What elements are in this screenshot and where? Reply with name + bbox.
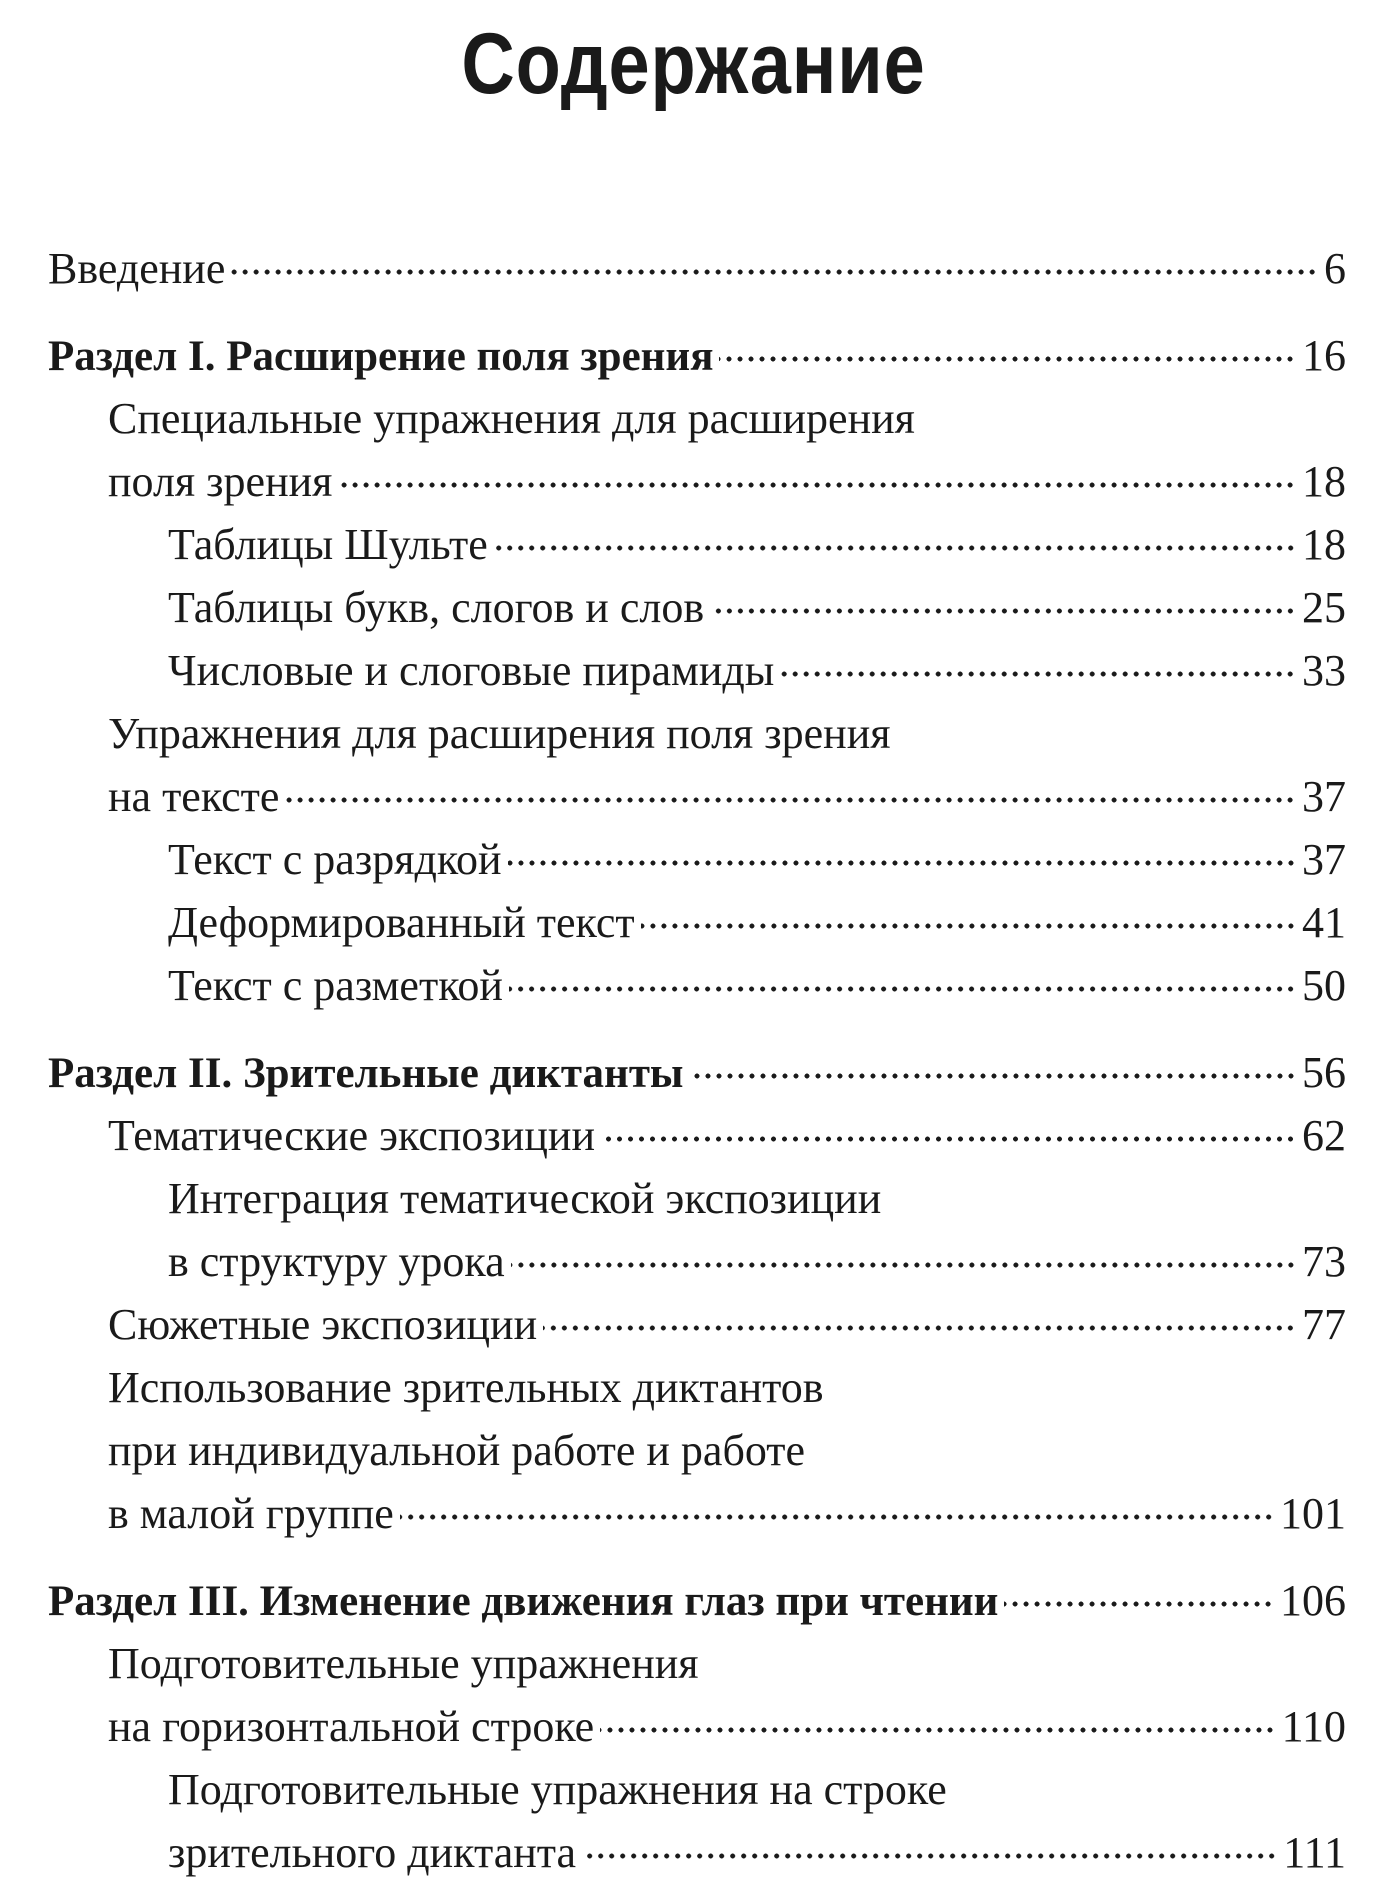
toc-entry[interactable] bbox=[48, 576, 1346, 639]
toc-entry[interactable] bbox=[48, 237, 1346, 300]
toc-page-number: 37 bbox=[1302, 835, 1346, 884]
toc-entry-title-line: Введение bbox=[48, 244, 226, 293]
toc-page-number: 18 bbox=[1302, 520, 1346, 569]
dot-leader bbox=[400, 1512, 1274, 1522]
toc-entry-title-line: поля зрения bbox=[108, 457, 333, 506]
toc-entry-title-line: на тексте bbox=[108, 772, 280, 821]
dot-leader bbox=[690, 1071, 1296, 1081]
toc-page-number: 41 bbox=[1302, 898, 1346, 947]
toc-entry[interactable] bbox=[48, 702, 1346, 828]
toc-entry[interactable] bbox=[48, 1104, 1346, 1167]
toc-entry-title-line: Деформированный текст bbox=[168, 898, 635, 947]
dot-leader bbox=[509, 984, 1296, 994]
toc-entry-title-line: в структуру урока bbox=[168, 1237, 505, 1286]
toc-entry-title-line: Текст с разрядкой bbox=[168, 835, 502, 884]
toc-entry-title-line: в малой группе bbox=[108, 1489, 394, 1538]
toc-page-number: 73 bbox=[1302, 1237, 1346, 1286]
toc-entry-title-line: Специальные упражнения для расширения bbox=[108, 394, 915, 443]
toc-entry-title-line: Таблицы букв, слогов и слов bbox=[168, 583, 705, 632]
toc-entry-title-line: Раздел I. Расширение поля зрения bbox=[48, 333, 714, 380]
toc-page-number: 16 bbox=[1302, 331, 1346, 380]
toc-entry-title-line: Тематические экспозиции bbox=[108, 1111, 595, 1160]
toc-entry[interactable] bbox=[48, 828, 1346, 891]
toc-page-number: 56 bbox=[1302, 1048, 1346, 1097]
toc-entry-title-line: Сюжетные экспозиции bbox=[108, 1300, 538, 1349]
dot-leader bbox=[231, 267, 1318, 277]
toc-entry[interactable] bbox=[48, 1356, 1346, 1545]
toc-entry-title-line: зрительного диктанта bbox=[168, 1828, 577, 1877]
toc-entry[interactable] bbox=[48, 639, 1346, 702]
toc-page-number: 62 bbox=[1302, 1111, 1346, 1160]
toc-entry-title-line: Числовые и слоговые пирамиды bbox=[168, 646, 775, 695]
table-of-contents bbox=[48, 237, 1346, 1884]
dot-leader bbox=[600, 1725, 1275, 1735]
toc-entry[interactable] bbox=[48, 513, 1346, 576]
toc-page-number: 33 bbox=[1302, 646, 1346, 695]
toc-entry-title-line: Раздел III. Изменение движения глаз при чтении bbox=[48, 1578, 999, 1625]
toc-entry-title-line: Раздел II. Зрительные диктанты bbox=[48, 1050, 684, 1097]
toc-entry-title-line: Интеграция тематической экспозиции bbox=[168, 1174, 882, 1223]
toc-section-entry[interactable] bbox=[48, 1569, 1346, 1632]
toc-entry[interactable] bbox=[48, 954, 1346, 1017]
toc-page-number: 101 bbox=[1280, 1489, 1346, 1538]
toc-entry[interactable] bbox=[48, 1632, 1346, 1758]
dot-leader bbox=[710, 606, 1296, 616]
dot-leader bbox=[508, 858, 1296, 868]
dot-leader bbox=[1004, 1599, 1274, 1609]
dot-leader bbox=[582, 1851, 1277, 1861]
toc-entry-title-line: Подготовительные упражнения на строке bbox=[168, 1765, 947, 1814]
toc-entry-title-line: Подготовительные упражнения bbox=[108, 1639, 699, 1688]
toc-entry-title-line: на горизонтальной строке bbox=[108, 1702, 595, 1751]
toc-page-number: 77 bbox=[1302, 1300, 1346, 1349]
toc-entry[interactable] bbox=[48, 1167, 1346, 1293]
toc-entry-title-line: при индивидуальной работе и работе bbox=[108, 1426, 806, 1475]
dot-leader bbox=[719, 354, 1296, 364]
toc-entry[interactable] bbox=[48, 387, 1346, 513]
dot-leader bbox=[338, 480, 1296, 490]
dot-leader bbox=[543, 1323, 1296, 1333]
toc-entry[interactable] bbox=[48, 1758, 1346, 1884]
toc-entry[interactable] bbox=[48, 1293, 1346, 1356]
toc-page-number: 25 bbox=[1302, 583, 1346, 632]
toc-entry-title-line: Использование зрительных диктантов bbox=[108, 1363, 824, 1412]
toc-page-number: 18 bbox=[1302, 457, 1346, 506]
toc-section-entry[interactable] bbox=[48, 1041, 1346, 1104]
toc-entry[interactable] bbox=[48, 891, 1346, 954]
page-title: Содержание bbox=[461, 16, 926, 112]
dot-leader bbox=[601, 1134, 1296, 1144]
dot-leader bbox=[780, 669, 1296, 679]
toc-page-number: 37 bbox=[1302, 772, 1346, 821]
toc-page-number: 50 bbox=[1302, 961, 1346, 1010]
toc-page-number: 110 bbox=[1281, 1702, 1346, 1751]
toc-entry-title-line: Таблицы Шульте bbox=[168, 520, 488, 569]
toc-page-number: 106 bbox=[1280, 1576, 1346, 1625]
toc-entry-title-line: Текст с разметкой bbox=[168, 961, 503, 1010]
toc-section-entry[interactable] bbox=[48, 324, 1346, 387]
toc-entry-title-line: Упражнения для расширения поля зрения bbox=[108, 709, 891, 758]
dot-leader bbox=[641, 921, 1296, 931]
toc-page-number: 111 bbox=[1283, 1828, 1346, 1877]
toc-page-number: 6 bbox=[1324, 244, 1346, 293]
dot-leader bbox=[285, 795, 1296, 805]
dot-leader bbox=[511, 1260, 1296, 1270]
dot-leader bbox=[494, 543, 1296, 553]
